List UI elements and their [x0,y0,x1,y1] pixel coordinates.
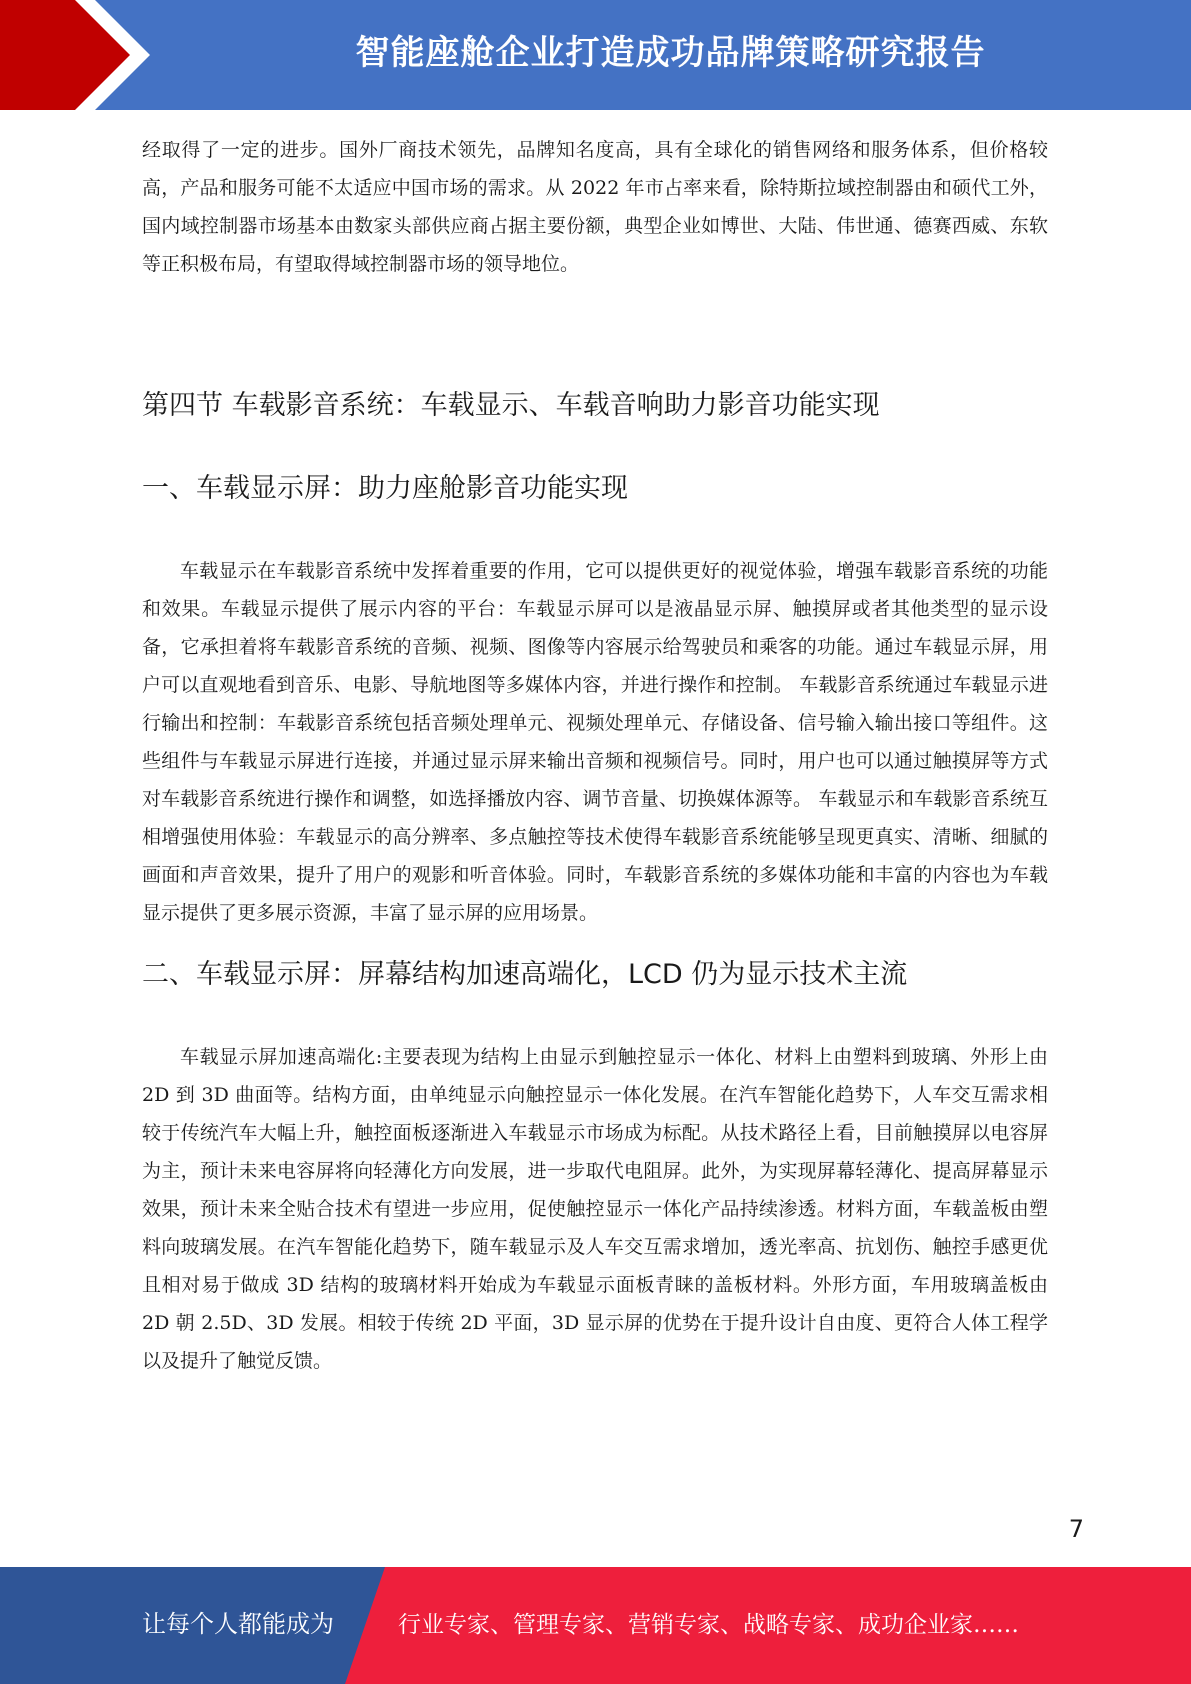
section-4-title: 第四节 车载影音系统：车载显示、车载音响助力影音功能实现 [142,390,880,421]
main-content [142,131,1048,1380]
page-footer [0,1567,1191,1684]
page-number: 7 [1068,1515,1084,1543]
page-header [0,0,1191,110]
subsection-2-paragraph: 车载显示屏加速高端化:主要表现为结构上由显示到触控显示一体化、材料上由塑料到玻璃、外形上由 2D 到 3D 曲面等。结构方面，由单纯显示向触控显示一体化发展。在汽车智能化趋势下，人车交互需求相较于传统汽车大幅上升，触控面板逐渐进入车载显示市场成为标配。从技术路径上看，目前触摸屏以电容屏为主，预计未来电容屏将向轻薄化方向发展，进一步取代电阻屏。此外，为实现屏幕轻薄化、提高屏幕显示效果，预计未来全贴合技术有望进一步应用，促使触控显示一体化产品持续渗透。材料方面，车载盖板由塑料向玻璃发展。在汽车智能化趋势下，随车载显示及人车交互需求增加，透光率高、抗划伤、触控手感更优且相对易于做成 3D 结构的玻璃材料开始成为车载显示面板青睐的盖板材料。外形方面，车用玻璃盖板由 2D 朝 2.5D、3D 发展。相较于传统 2D 平面，3D 显示屏的优势在于提升设计自由度、更符合人体工程学以及提升了触觉反馈。 [142,1046,1048,1372]
header-arrow-decoration [0,0,160,110]
footer-slogan-right: 行业专家、管理专家、营销专家、战略专家、成功企业家…… [398,1612,1019,1638]
report-title: 智能座舱企业打造成功品牌策略研究报告 [355,33,986,73]
subsection-1-paragraph: 车载显示在车载影音系统中发挥着重要的作用，它可以提供更好的视觉体验，增强车载影音系统的功能和效果。车载显示提供了展示内容的平台：车载显示屏可以是液晶显示屏、触摸屏或者其他类型的显示设备，它承担着将车载影音系统的音频、视频、图像等内容展示给驾驶员和乘客的功能。通过车载显示屏，用户可以直观地看到音乐、电影、导航地图等多媒体内容，并进行操作和控制。 车载影音系统通过车载显示进行输出和控制：车载影音系统包括音频处理单元、视频处理单元、存储设备、信号输入输出接口等组件。这些组件与车载显示屏进行连接，并通过显示屏来输出音频和视频信号。同时，用户也可以通过触摸屏等方式对车载影音系统进行操作和调整，如选择播放内容、调节音量、切换媒体源等。 车载显示和车载影音系统互相增强使用体验：车载显示的高分辨率、多点触控等技术使得车载影音系统能够呈现更真实、清晰、细腻的画面和声音效果，提升了用户的观影和听音体验。同时，车载影音系统的多媒体功能和丰富的内容也为车载显示提供了更多展示资源，丰富了显示屏的应用场景。 [142,560,1048,924]
intro-paragraph: 经取得了一定的进步。国外厂商技术领先，品牌知名度高，具有全球化的销售网络和服务体系，但价格较高，产品和服务可能不太适应中国市场的需求。从 2022 年市占率来看，除特斯拉域控制器由和硕代工外，国内域控制器市场基本由数家头部供应商占据主要份额，典型企业如博世、大陆、伟世通、德赛西威、东软等正积极布局，有望取得域控制器市场的领导地位。 [142,139,1048,275]
subsection-1-title: 一、车载显示屏：助力座舱影音功能实现 [142,473,628,504]
subsection-2-title: 二、车载显示屏：屏幕结构加速高端化，LCD 仍为显示技术主流 [142,959,908,990]
footer-slogan-left: 让每个人都能成为 [142,1610,334,1638]
